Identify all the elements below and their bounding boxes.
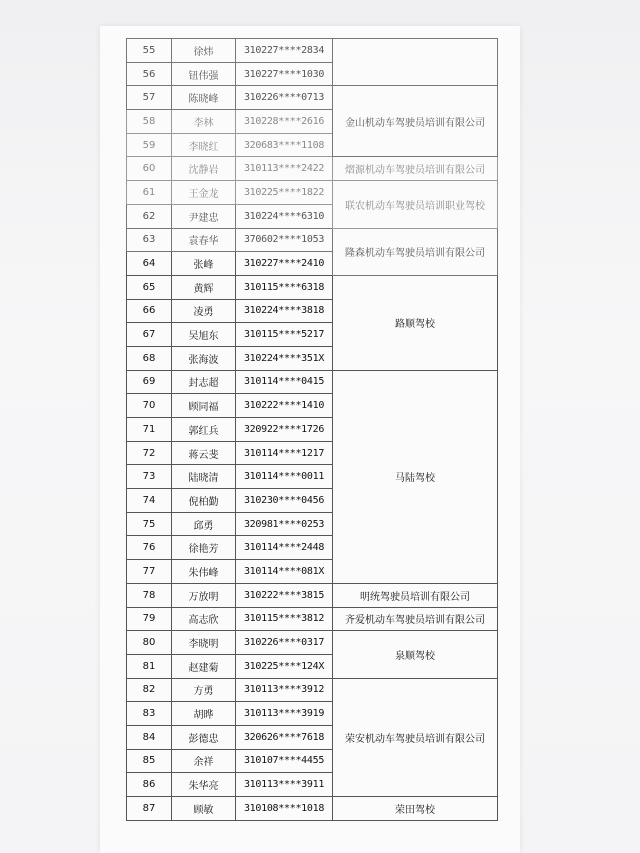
- trainee-name: 顾敏: [172, 797, 236, 821]
- id-number: 310114****2448: [236, 536, 333, 560]
- trainee-name: 郭红兵: [172, 418, 236, 442]
- row-number: 86: [127, 773, 172, 797]
- trainee-name: 徐艳芳: [172, 536, 236, 560]
- id-number: 310114****0011: [236, 465, 333, 489]
- trainee-name: 李晓明: [172, 631, 236, 655]
- id-number: 310114****0415: [236, 370, 333, 394]
- school-cell: 明统驾驶员培训有限公司: [333, 583, 498, 607]
- table-row: [127, 275, 498, 299]
- trainee-name: 朱伟峰: [172, 560, 236, 584]
- row-number: 68: [127, 346, 172, 370]
- row-number: 76: [127, 536, 172, 560]
- row-number: 80: [127, 631, 172, 655]
- id-number: 320683****1108: [236, 133, 333, 157]
- trainee-roster-table: [126, 38, 498, 821]
- id-number: 310114****1217: [236, 441, 333, 465]
- id-number: 310115****5217: [236, 323, 333, 347]
- trainee-name: 李晓红: [172, 133, 236, 157]
- id-number: 310225****124X: [236, 654, 333, 678]
- trainee-name: 封志超: [172, 370, 236, 394]
- trainee-name: 凌勇: [172, 299, 236, 323]
- trainee-name: 赵建菊: [172, 654, 236, 678]
- trainee-name: 高志欣: [172, 607, 236, 631]
- row-number: 84: [127, 725, 172, 749]
- row-number: 64: [127, 252, 172, 276]
- trainee-name: 钮伟强: [172, 62, 236, 86]
- trainee-name: 倪柏勤: [172, 489, 236, 513]
- id-number: 310115****3812: [236, 607, 333, 631]
- id-number: 310113****2422: [236, 157, 333, 181]
- school-cell: 齐爱机动车驾驶员培训有限公司: [333, 607, 498, 631]
- id-number: 310225****1822: [236, 181, 333, 205]
- school-cell: 荣安机动车驾驶员培训有限公司: [333, 678, 498, 796]
- row-number: 77: [127, 560, 172, 584]
- school-cell: 路顺驾校: [333, 275, 498, 370]
- id-number: 310222****3815: [236, 583, 333, 607]
- table-row: [127, 607, 498, 631]
- trainee-name: 万放明: [172, 583, 236, 607]
- table-row: [127, 583, 498, 607]
- trainee-name: 余祥: [172, 749, 236, 773]
- school-cell: 联农机动车驾驶员培训职业驾校: [333, 181, 498, 228]
- row-number: 69: [127, 370, 172, 394]
- table-row: [127, 39, 498, 63]
- trainee-name: 李林: [172, 110, 236, 134]
- row-number: 58: [127, 110, 172, 134]
- row-number: 66: [127, 299, 172, 323]
- trainee-name: 袁春华: [172, 228, 236, 252]
- row-number: 56: [127, 62, 172, 86]
- id-number: 320922****1726: [236, 418, 333, 442]
- trainee-name: 徐炜: [172, 39, 236, 63]
- trainee-name: 邱勇: [172, 512, 236, 536]
- id-number: 310227****1030: [236, 62, 333, 86]
- row-number: 70: [127, 394, 172, 418]
- id-number: 310226****0713: [236, 86, 333, 110]
- row-number: 65: [127, 275, 172, 299]
- trainee-name: 胡晔: [172, 702, 236, 726]
- id-number: 310114****081X: [236, 560, 333, 584]
- row-number: 59: [127, 133, 172, 157]
- trainee-name: 蒋云斐: [172, 441, 236, 465]
- trainee-name: 陆晓清: [172, 465, 236, 489]
- trainee-name: 陈晓峰: [172, 86, 236, 110]
- school-cell: 荣田驾校: [333, 797, 498, 821]
- row-number: 82: [127, 678, 172, 702]
- row-number: 71: [127, 418, 172, 442]
- row-number: 61: [127, 181, 172, 205]
- id-number: 310227****2834: [236, 39, 333, 63]
- table-row: [127, 86, 498, 110]
- id-number: 310224****6310: [236, 204, 333, 228]
- trainee-name: 尹建忠: [172, 204, 236, 228]
- id-number: 310108****1018: [236, 797, 333, 821]
- school-cell: 马陆驾校: [333, 370, 498, 583]
- row-number: 74: [127, 489, 172, 513]
- id-number: 310227****2410: [236, 252, 333, 276]
- id-number: 310107****4455: [236, 749, 333, 773]
- trainee-name: 王金龙: [172, 181, 236, 205]
- id-number: 320981****0253: [236, 512, 333, 536]
- school-cell: [333, 39, 498, 86]
- id-number: 310113****3912: [236, 678, 333, 702]
- row-number: 83: [127, 702, 172, 726]
- trainee-name: 张峰: [172, 252, 236, 276]
- school-cell: 熠源机动车驾驶员培训有限公司: [333, 157, 498, 181]
- table-row: [127, 157, 498, 181]
- school-cell: 隆森机动车驾驶员培训有限公司: [333, 228, 498, 275]
- id-number: 310230****0456: [236, 489, 333, 513]
- trainee-name: 顾同福: [172, 394, 236, 418]
- id-number: 310115****6318: [236, 275, 333, 299]
- row-number: 60: [127, 157, 172, 181]
- row-number: 81: [127, 654, 172, 678]
- row-number: 75: [127, 512, 172, 536]
- id-number: 310222****1410: [236, 394, 333, 418]
- id-number: 370602****1053: [236, 228, 333, 252]
- trainee-name: 朱华亮: [172, 773, 236, 797]
- row-number: 63: [127, 228, 172, 252]
- table-row: [127, 370, 498, 394]
- id-number: 310228****2616: [236, 110, 333, 134]
- row-number: 72: [127, 441, 172, 465]
- row-number: 62: [127, 204, 172, 228]
- row-number: 57: [127, 86, 172, 110]
- table-row: [127, 228, 498, 252]
- row-number: 79: [127, 607, 172, 631]
- id-number: 310113****3919: [236, 702, 333, 726]
- id-number: 320626****7618: [236, 725, 333, 749]
- row-number: 85: [127, 749, 172, 773]
- row-number: 78: [127, 583, 172, 607]
- row-number: 67: [127, 323, 172, 347]
- id-number: 310226****0317: [236, 631, 333, 655]
- trainee-name: 方勇: [172, 678, 236, 702]
- trainee-name: 吴旭东: [172, 323, 236, 347]
- row-number: 87: [127, 797, 172, 821]
- id-number: 310224****3818: [236, 299, 333, 323]
- table-row: [127, 631, 498, 655]
- school-cell: 泉顺驾校: [333, 631, 498, 678]
- row-number: 73: [127, 465, 172, 489]
- trainee-name: 张海波: [172, 346, 236, 370]
- table-row: [127, 181, 498, 205]
- trainee-name: 沈静岩: [172, 157, 236, 181]
- id-number: 310224****351X: [236, 346, 333, 370]
- id-number: 310113****3911: [236, 773, 333, 797]
- trainee-name: 彭德忠: [172, 725, 236, 749]
- table-row: [127, 678, 498, 702]
- school-cell: 金山机动车驾驶员培训有限公司: [333, 86, 498, 157]
- trainee-name: 黄辉: [172, 275, 236, 299]
- table-row: [127, 797, 498, 821]
- row-number: 55: [127, 39, 172, 63]
